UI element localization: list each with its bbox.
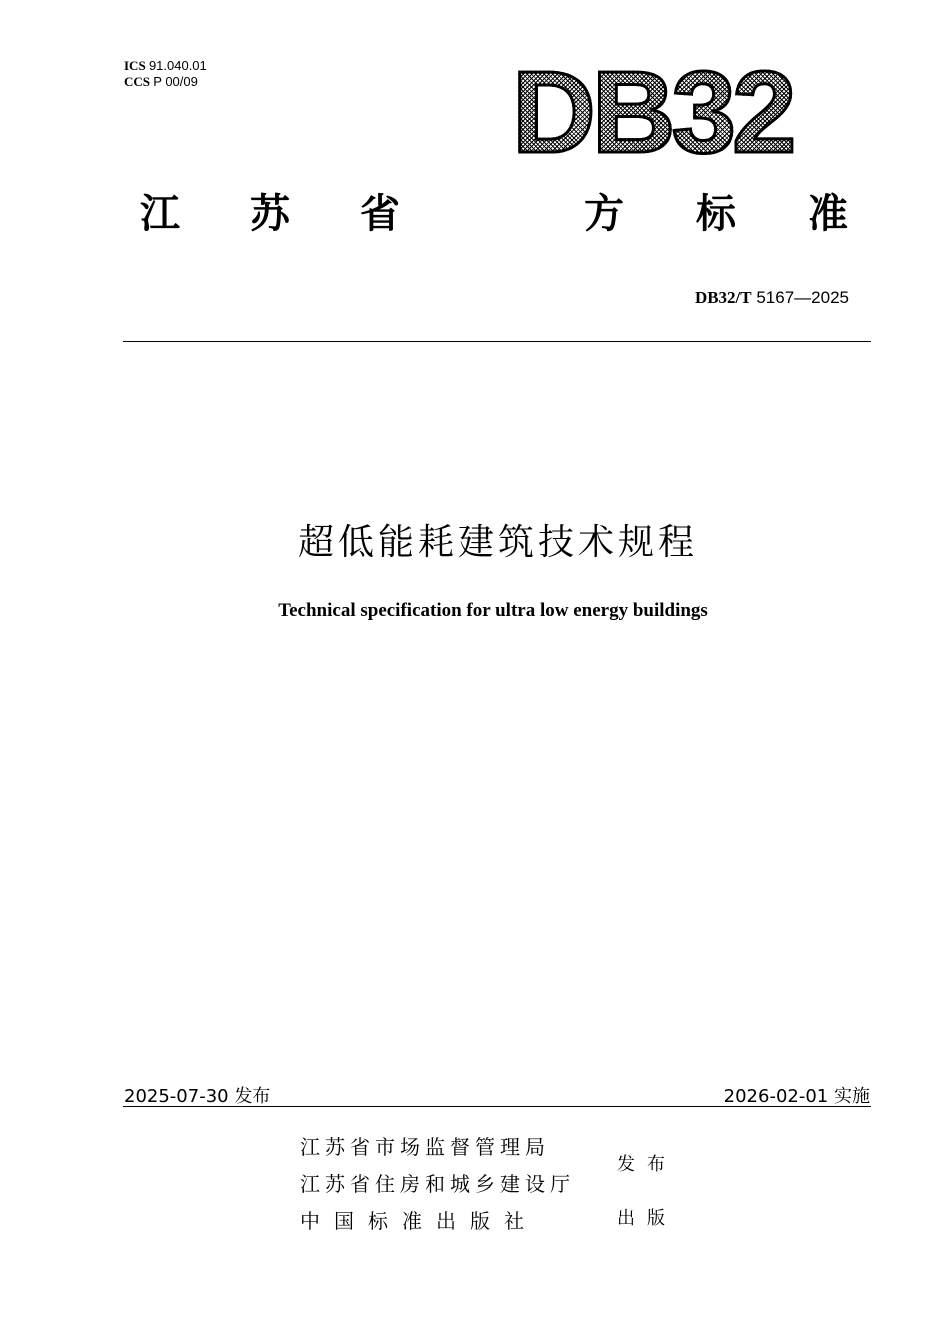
ics-label: ICS: [124, 58, 146, 73]
db32-logo: DB32: [512, 47, 793, 177]
issuer-heading-char: 方: [584, 191, 624, 237]
issuer-1: 江苏省市场监督管理局: [300, 1135, 550, 1159]
ccs-label: CCS: [124, 74, 151, 89]
issuer-2: 江苏省住房和城乡建设厅: [300, 1172, 575, 1196]
publisher-press: 中国标准出版社: [300, 1209, 538, 1233]
standard-number-rest: 5167—2025: [751, 288, 849, 307]
issuer-heading-char: 苏: [250, 191, 290, 237]
standard-number: [695, 288, 849, 308]
document-title-en: Technical specification for ultra low energy buildings: [278, 600, 708, 621]
issue-date: 2025-07-30 发布: [124, 1086, 271, 1107]
bottom-divider: [123, 1106, 871, 1107]
issuer-heading-char: 省: [360, 191, 400, 237]
classification-codes: [124, 58, 207, 90]
ccs-code: [124, 74, 207, 90]
top-divider: [123, 341, 871, 342]
ics-value: 91.040.01: [148, 58, 207, 73]
standard-number-prefix: DB32/T: [694, 288, 752, 307]
issue-action: 发布: [617, 1154, 677, 1175]
issuer-heading-char: 江: [140, 191, 180, 237]
issuer-heading-char: 标: [696, 191, 736, 237]
ics-code: [124, 58, 207, 74]
press-action: 出版: [617, 1208, 677, 1229]
ccs-value: P 00/09: [153, 74, 198, 89]
effective-date: 2026-02-01 实施: [723, 1086, 870, 1107]
issuer-heading-char: 准: [808, 191, 848, 237]
document-title-cn: 超低能耗建筑技术规程: [297, 522, 698, 563]
